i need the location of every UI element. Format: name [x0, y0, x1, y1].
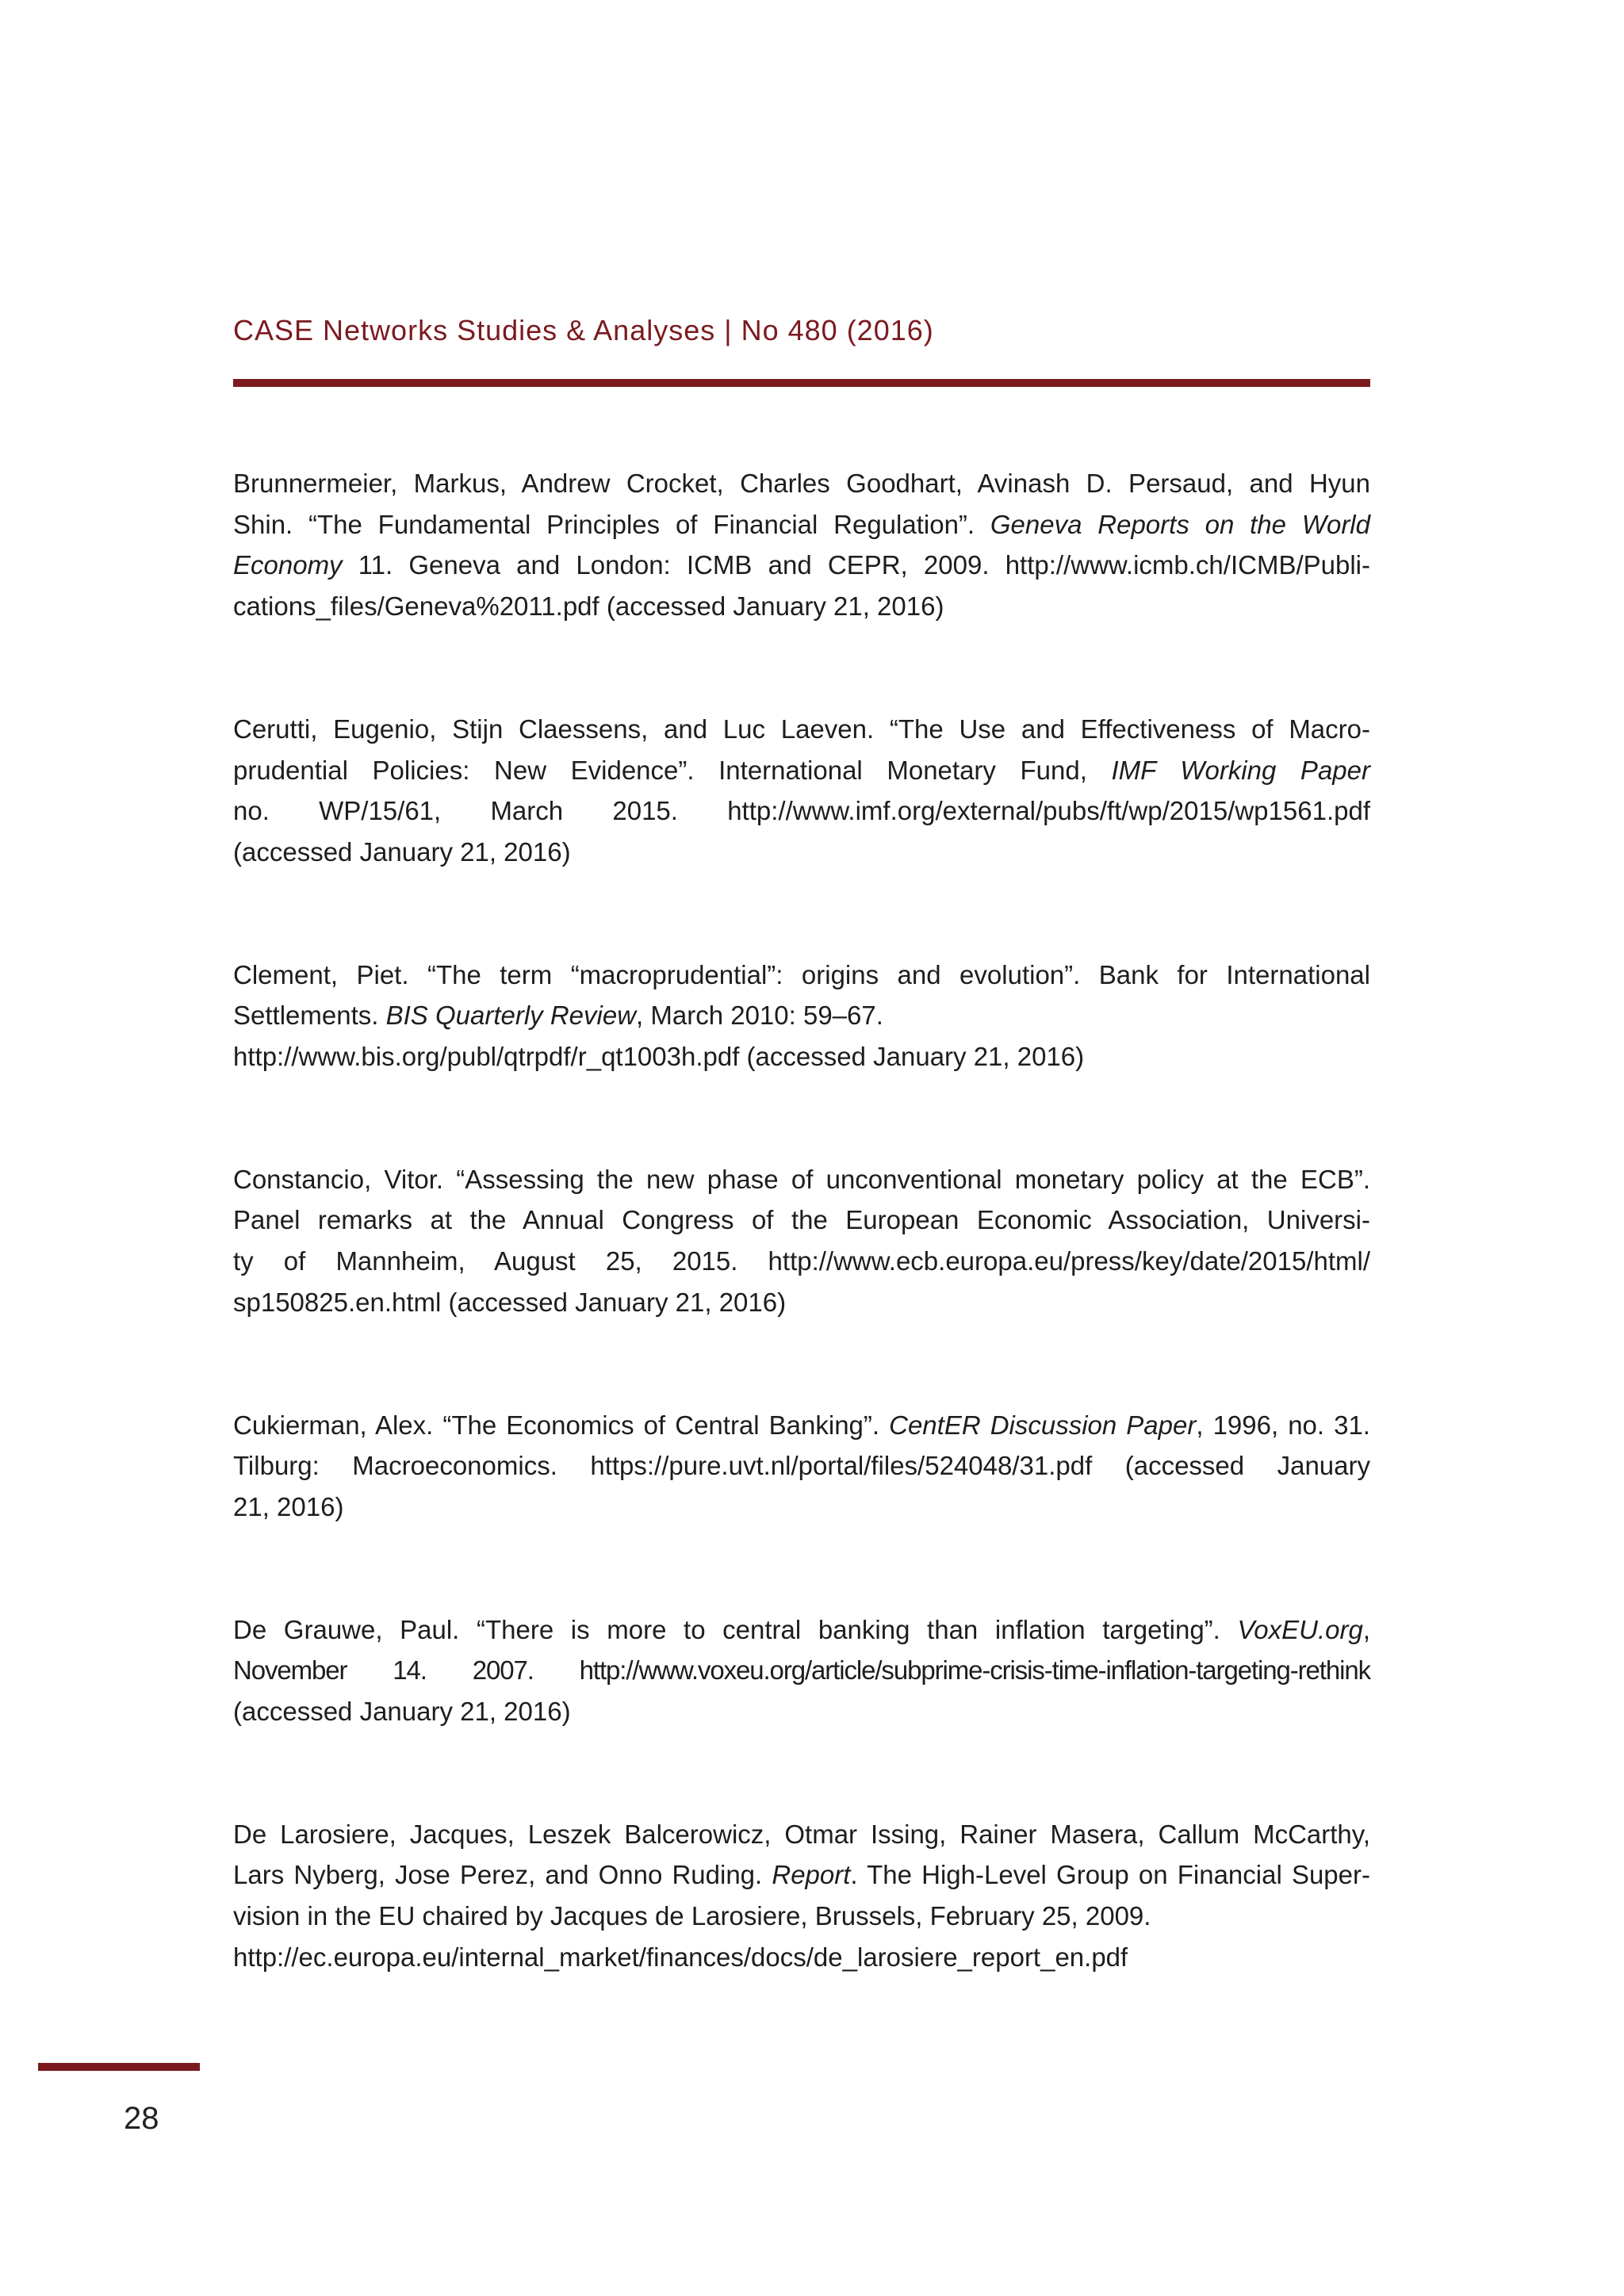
reference-line: Cerutti, Eugenio, Stijn Claessens, and Luc Laeven. “The Use and Effectiveness of Macro- — [233, 714, 1370, 744]
reference-list — [233, 463, 1370, 1978]
footer-rule — [38, 2063, 200, 2071]
reference-line — [233, 504, 1370, 545]
reference-text: Cukierman, Alex. “The Economics of Central Banking”. — [233, 1410, 890, 1440]
publication-title: VoxEU.org — [1237, 1614, 1363, 1644]
reference-gap — [233, 1323, 1370, 1405]
reference-de-larosiere — [233, 1814, 1370, 1978]
reference-gap — [233, 1528, 1370, 1609]
reference-line: ty of Mannheim, August 25, 2015. http://www.ecb.europa.eu/press/key/date/2015/html/ — [233, 1246, 1370, 1276]
reference-line: Tilburg: Macroeconomics. https://pure.uvt.nl/portal/files/524048/31.pdf (accessed January — [233, 1451, 1370, 1481]
reference-line — [233, 1854, 1370, 1896]
reference-line: no. WP/15/61, March 2015. http://www.imf.org/external/pubs/ft/wp/2015/wp1561.pdf — [233, 796, 1370, 826]
publication-title: Report — [772, 1860, 851, 1890]
reference-line: Constancio, Vitor. “Assessing the new phase of unconventional monetary policy at the ECB”. — [233, 1164, 1370, 1194]
reference-line — [233, 750, 1370, 791]
publication-title: CentER Discussion Paper — [889, 1410, 1197, 1440]
reference-line: http://www.bis.org/publ/qtrpdf/r_qt1003h.pdf (accessed January 21, 2016) — [233, 1042, 1085, 1072]
publication-title: Geneva Reports on the World — [990, 509, 1370, 539]
reference-line: (accessed January 21, 2016) — [233, 1697, 571, 1727]
reference-line — [233, 1609, 1370, 1651]
reference-gap — [233, 627, 1370, 709]
reference-line: 21, 2016) — [233, 1491, 344, 1521]
reference-brunnermeier — [233, 463, 1370, 627]
reference-de-grauwe — [233, 1609, 1370, 1732]
reference-line: November 14. 2007. http://www.voxeu.org/article/subprime-crisis-time-inflation-targeting-rethink — [233, 1655, 1370, 1686]
reference-line: vision in the EU chaired by Jacques de Larosiere, Brussels, February 25, 2009. — [233, 1901, 1151, 1931]
reference-line: (accessed January 21, 2016) — [233, 836, 571, 867]
reference-line: cations_files/Geneva%2011.pdf (accessed January 21, 2016) — [233, 591, 944, 622]
publication-title: BIS Quarterly Review — [385, 1001, 637, 1031]
reference-constancio — [233, 1159, 1370, 1323]
reference-gap — [233, 1732, 1370, 1814]
reference-text: , 1996, no. 31. — [1196, 1410, 1370, 1440]
reference-line: Brunnermeier, Markus, Andrew Crocket, Charles Goodhart, Avinash D. Persaud, and Hyun — [233, 469, 1370, 498]
reference-line: Panel remarks at the Annual Congress of the European Economic Association, Universi- — [233, 1205, 1370, 1235]
reference-text: Lars Nyberg, Jose Perez, and Onno Ruding. — [233, 1860, 772, 1890]
reference-line: De Larosiere, Jacques, Leszek Balcerowicz, Otmar Issing, Rainer Masera, Callum McCarthy, — [233, 1819, 1370, 1849]
reference-text: 11. Geneva and London: ICMB and CEPR, 2009. http://www.icmb.ch/ICMB/Publi- — [342, 550, 1370, 580]
publication-title: IMF Working Paper — [1111, 755, 1370, 785]
reference-text: De Grauwe, Paul. “There is more to central banking than inflation targeting”. — [233, 1614, 1238, 1644]
reference-gap — [233, 873, 1370, 955]
reference-text: Settlements. — [233, 1001, 386, 1031]
reference-line: sp150825.en.html (accessed January 21, 2016) — [233, 1287, 787, 1317]
reference-text: Shin. “The Fundamental Principles of Financial Regulation”. — [233, 509, 990, 539]
page-number: 28 — [124, 2101, 159, 2136]
reference-text: , — [1362, 1614, 1370, 1644]
reference-line: Clement, Piet. “The term “macroprudential”: origins and evolution”. Bank for International — [233, 959, 1370, 989]
reference-line — [233, 545, 1370, 586]
publication-title: Economy — [233, 550, 343, 580]
header-rule — [233, 379, 1370, 387]
reference-clement — [233, 955, 1370, 1077]
reference-text: prudential Policies: New Evidence”. International Monetary Fund, — [233, 755, 1112, 785]
reference-text: , March 2010: 59–67. — [636, 1001, 883, 1031]
reference-gap — [233, 1077, 1370, 1159]
reference-line — [233, 995, 1370, 1036]
reference-text: . The High-Level Group on Financial Super- — [850, 1860, 1370, 1890]
reference-cerutti — [233, 709, 1370, 873]
reference-line: http://ec.europa.eu/internal_market/finances/docs/de_larosiere_report_en.pdf — [233, 1942, 1128, 1972]
running-header: CASE Networks Studies & Analyses | No 480 (2016) — [233, 314, 934, 346]
reference-cukierman — [233, 1405, 1370, 1528]
reference-line — [233, 1405, 1370, 1446]
